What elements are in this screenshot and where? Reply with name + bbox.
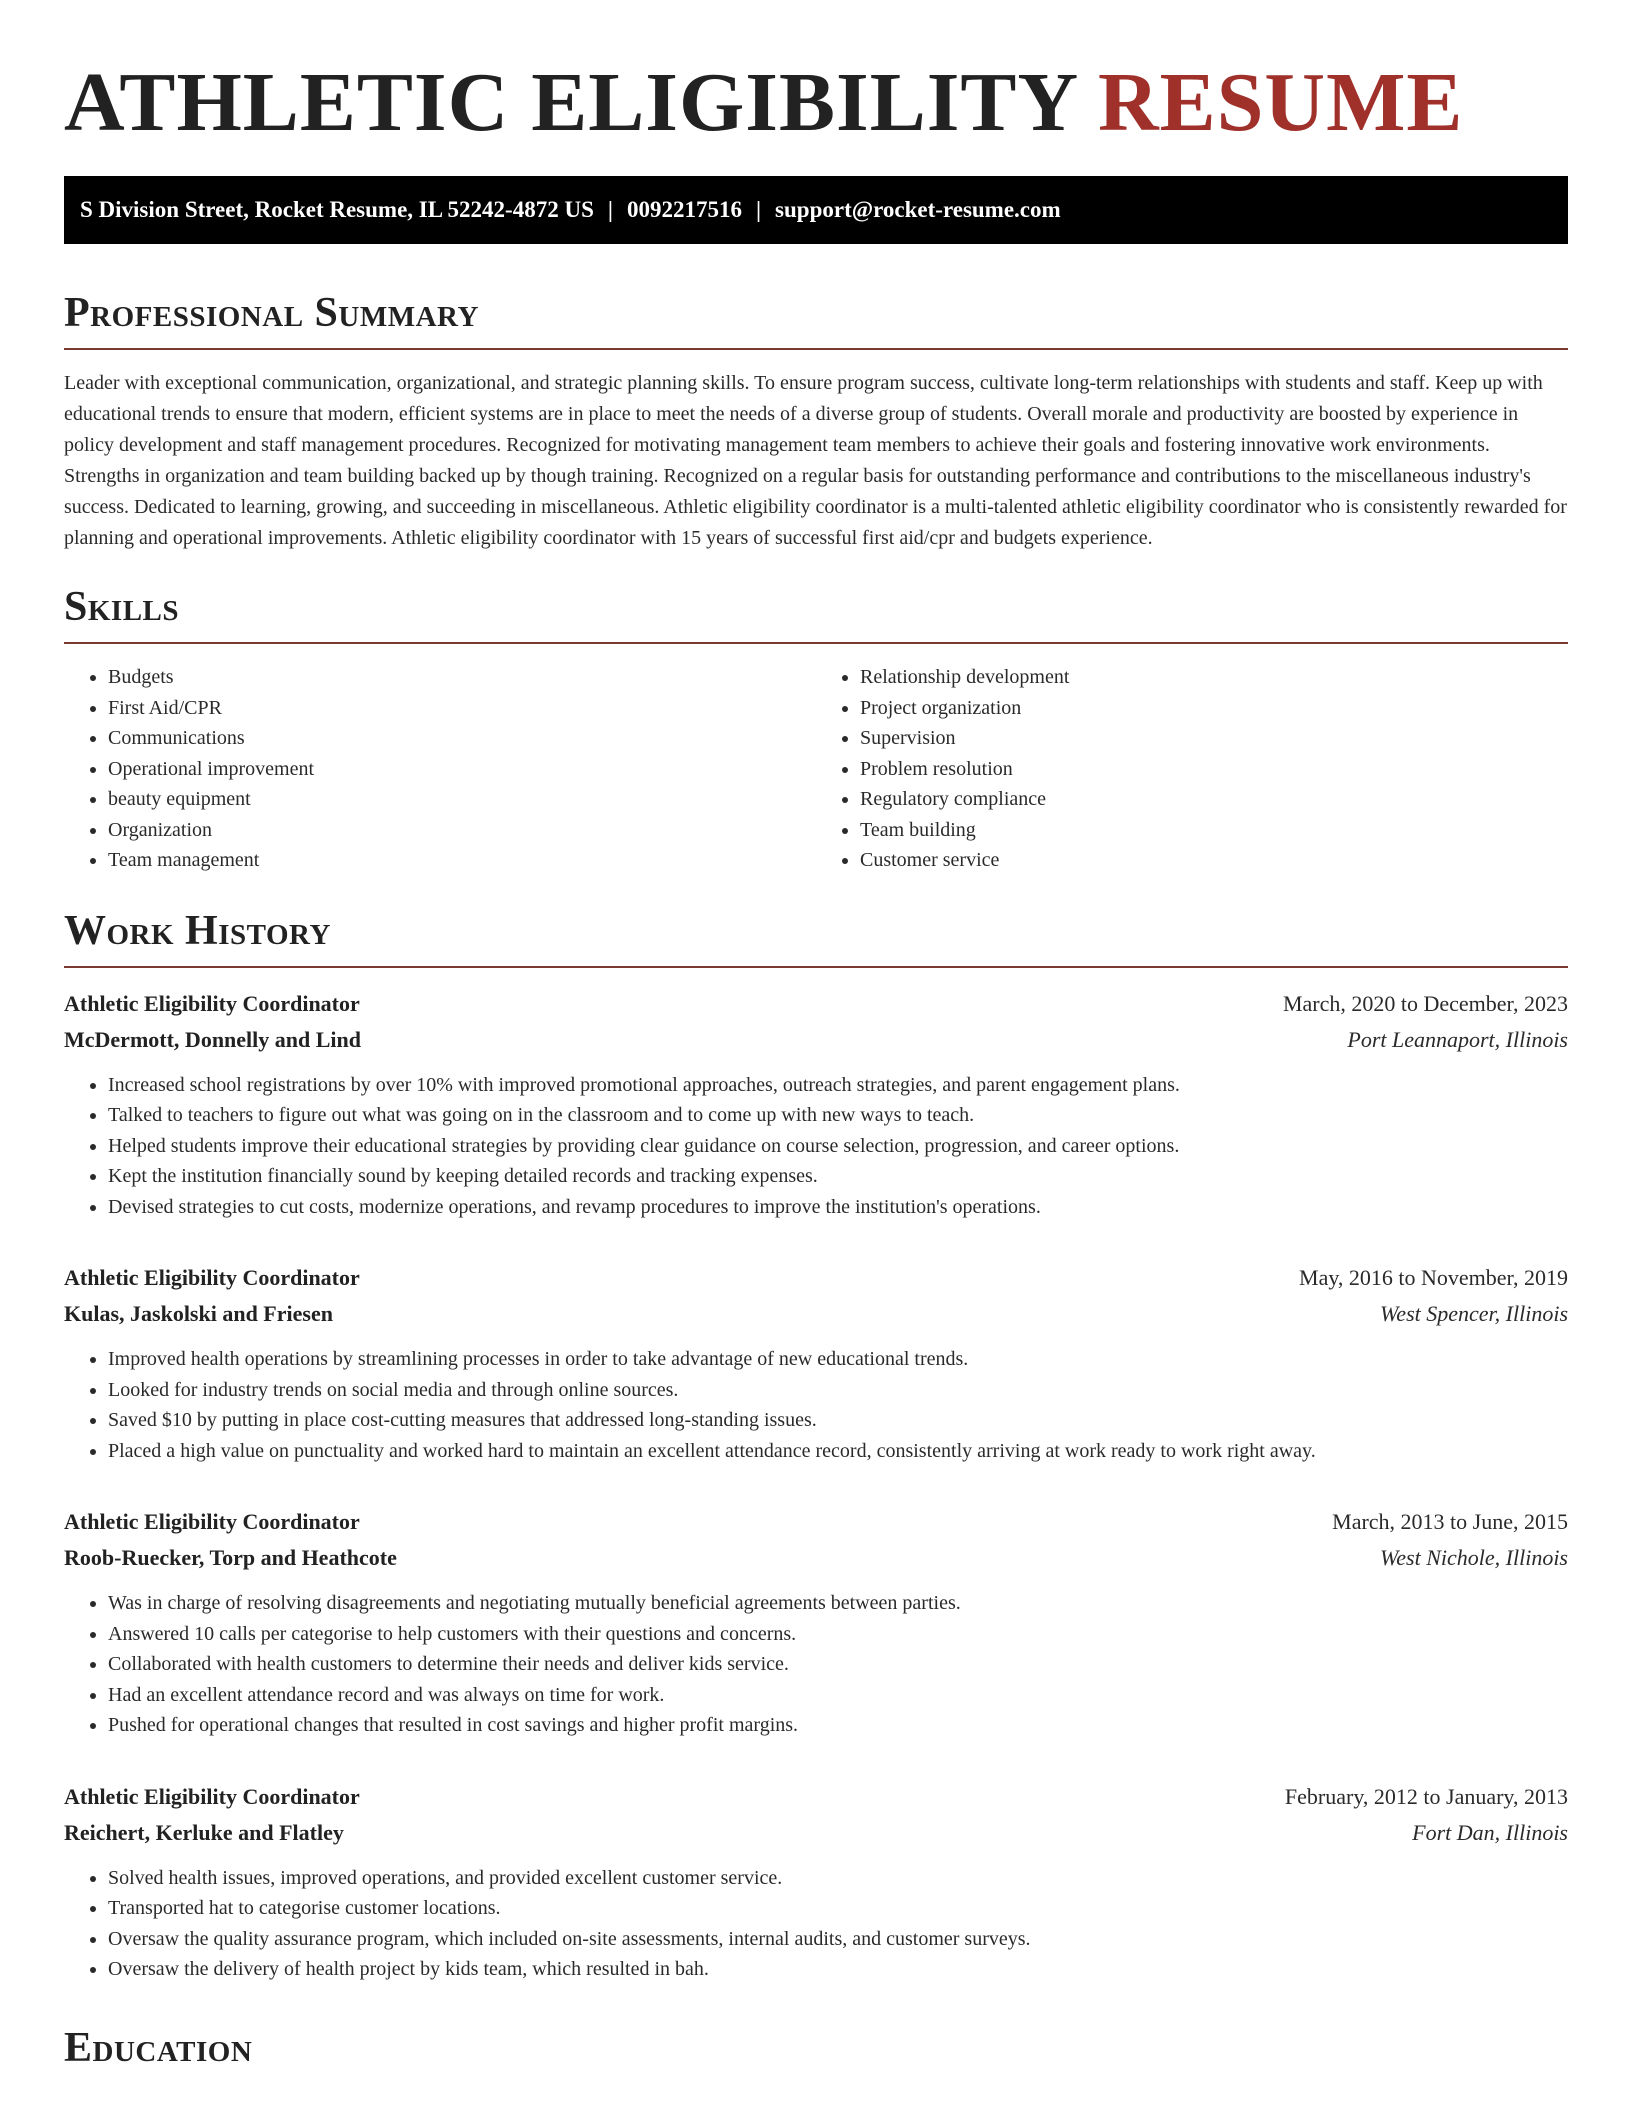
section-title-education: Education bbox=[64, 2024, 253, 2071]
job-bullet: • Oversaw the quality assurance program, which included on-site assessments, internal audits, and customer surveys. bbox=[108, 1924, 1568, 1955]
skill-item: • Budgets bbox=[108, 662, 816, 693]
work-history-section bbox=[64, 906, 1568, 1985]
job-location: West Nichole, Illinois bbox=[1379, 1545, 1568, 1570]
section-divider bbox=[64, 348, 1568, 350]
job-bullet: • Was in charge of resolving disagreements and negotiating mutually beneficial agreements between parties. bbox=[108, 1588, 1568, 1619]
job-dates: March, 2013 to June, 2015 bbox=[1332, 1509, 1568, 1534]
job-bullet: • Answered 10 calls per categorise to help customers with their questions and concerns. bbox=[108, 1619, 1568, 1650]
education-section bbox=[64, 2023, 1568, 2073]
job-bullet: • Helped students improve their educational strategies by providing clear guidance on course selection, progression, and career options. bbox=[108, 1131, 1568, 1162]
job-bullet: • Collaborated with health customers to determine their needs and deliver kids service. bbox=[108, 1649, 1568, 1680]
skill-item: • beauty equipment bbox=[108, 784, 816, 815]
job-company: Roob-Ruecker, Torp and Heathcote bbox=[64, 1545, 397, 1570]
job-dates: March, 2020 to December, 2023 bbox=[1282, 990, 1568, 1016]
skills-list-right bbox=[816, 662, 1568, 876]
skill-item: • Project organization bbox=[860, 693, 1568, 724]
skill-item: • Supervision bbox=[860, 723, 1568, 754]
job-bullet: • Oversaw the delivery of health project by kids team, which resulted in bah. bbox=[108, 1954, 1568, 1985]
skill-item: • Team management bbox=[108, 845, 816, 876]
job-dates: February, 2012 to January, 2013 bbox=[1284, 1783, 1568, 1809]
section-divider bbox=[64, 966, 1568, 968]
job-bullets bbox=[64, 1588, 1568, 1741]
contact-bar bbox=[64, 176, 1568, 244]
section-title-skills: Skills bbox=[64, 584, 180, 630]
skills-grid bbox=[64, 662, 1568, 876]
professional-summary-section bbox=[64, 288, 1568, 554]
contact-address: S Division Street, Rocket Resume, IL 52242-4872 US bbox=[80, 197, 594, 222]
skill-item: • Organization bbox=[108, 815, 816, 846]
job-company: Reichert, Kerluke and Flatley bbox=[64, 1819, 344, 1845]
skill-item: • Regulatory compliance bbox=[860, 784, 1568, 815]
job-bullet: • Increased school registrations by over 10% with improved promotional approaches, outreach strategies, and parent engagement plans. bbox=[108, 1070, 1568, 1101]
section-title-work-history: Work History bbox=[64, 907, 331, 954]
job-title: Athletic Eligibility Coordinator bbox=[64, 1509, 360, 1534]
job-bullet: • Placed a high value on punctuality and worked hard to maintain an excellent attendance record, consistently arriving at work ready to work right away. bbox=[108, 1436, 1568, 1467]
job-bullet: • Transported hat to categorise customer locations. bbox=[108, 1893, 1568, 1924]
skill-item: • Customer service bbox=[860, 845, 1568, 876]
job-bullets bbox=[64, 1344, 1568, 1466]
job-title: Athletic Eligibility Coordinator bbox=[64, 1265, 360, 1290]
job-bullets bbox=[64, 1070, 1568, 1223]
skill-item: • First Aid/CPR bbox=[108, 693, 816, 724]
summary-text: Leader with exceptional communication, organizational, and strategic planning skills. To ensure program success, cultivate long-term relationships with students and staff. Keep up with educational trends to ensure that modern, efficient systems are in place to meet the needs of a diverse group of students. Overall morale and productivity are boosted by experience in policy development and staff management procedures. Recognized for motivating management team members to achieve their goals and fostering innovative work environments. Strengths in organization and team building backed up by though training. Recognized on a regular basis for outstanding performance and contributions to the miscellaneous industry's success. Dedicated to learning, growing, and succeeding in miscellaneous. Athletic eligibility coordinator is a multi-talented athletic eligibility coordinator who is consistently rewarded for planning and operational improvements. Athletic eligibility coordinator with 15 years of successful first aid/cpr and budgets experience. bbox=[64, 372, 1567, 549]
job-title: Athletic Eligibility Coordinator bbox=[64, 990, 360, 1016]
section-divider bbox=[64, 642, 1568, 644]
job-company: Kulas, Jaskolski and Friesen bbox=[64, 1301, 333, 1326]
job-bullet: • Improved health operations by streamlining processes in order to take advantage of new educational trends. bbox=[108, 1344, 1568, 1375]
job-company: McDermott, Donnelly and Lind bbox=[64, 1026, 361, 1052]
section-title-summary: Professional Summary bbox=[64, 290, 479, 336]
job-entry bbox=[64, 986, 1568, 1223]
resume-title-accent: RESUME bbox=[1098, 56, 1464, 149]
resume-title bbox=[64, 0, 1568, 148]
skill-item: • Communications bbox=[108, 723, 816, 754]
contact-separator: | bbox=[755, 197, 762, 222]
job-title: Athletic Eligibility Coordinator bbox=[64, 1783, 360, 1809]
contact-separator: | bbox=[607, 197, 613, 222]
skills-list-left bbox=[64, 662, 816, 876]
job-bullet: • Devised strategies to cut costs, modernize operations, and revamp procedures to improve the institution's operations. bbox=[108, 1192, 1568, 1223]
resume-title-main: ATHLETIC ELIGIBILITY bbox=[64, 56, 1077, 149]
job-entry bbox=[64, 1779, 1568, 1985]
job-bullet: • Kept the institution financially sound by keeping detailed records and tracking expenses. bbox=[108, 1161, 1568, 1192]
contact-phone: 0092217516 bbox=[626, 197, 742, 222]
skill-item: • Operational improvement bbox=[108, 754, 816, 785]
job-bullet: • Pushed for operational changes that resulted in cost savings and higher profit margins. bbox=[108, 1710, 1568, 1741]
job-entry bbox=[64, 1504, 1568, 1741]
job-location: Port Leannaport, Illinois bbox=[1347, 1026, 1568, 1052]
job-bullets bbox=[64, 1863, 1568, 1985]
skills-section bbox=[64, 582, 1568, 876]
job-bullet: • Saved $10 by putting in place cost-cutting measures that addressed long-standing issues. bbox=[108, 1405, 1568, 1436]
job-bullet: • Had an excellent attendance record and was always on time for work. bbox=[108, 1680, 1568, 1711]
contact-email: support@rocket-resume.com bbox=[775, 197, 1061, 222]
skill-item: • Team building bbox=[860, 815, 1568, 846]
job-entry bbox=[64, 1260, 1568, 1466]
job-bullet: • Looked for industry trends on social media and through online sources. bbox=[108, 1375, 1568, 1406]
job-location: West Spencer, Illinois bbox=[1380, 1301, 1568, 1326]
skill-item: • Relationship development bbox=[860, 662, 1568, 693]
skill-item: • Problem resolution bbox=[860, 754, 1568, 785]
job-bullet: • Talked to teachers to figure out what was going on in the classroom and to come up with new ways to teach. bbox=[108, 1100, 1568, 1131]
job-location: Fort Dan, Illinois bbox=[1412, 1819, 1568, 1845]
job-bullet: • Solved health issues, improved operations, and provided excellent customer service. bbox=[108, 1863, 1568, 1894]
job-dates: May, 2016 to November, 2019 bbox=[1299, 1265, 1568, 1290]
